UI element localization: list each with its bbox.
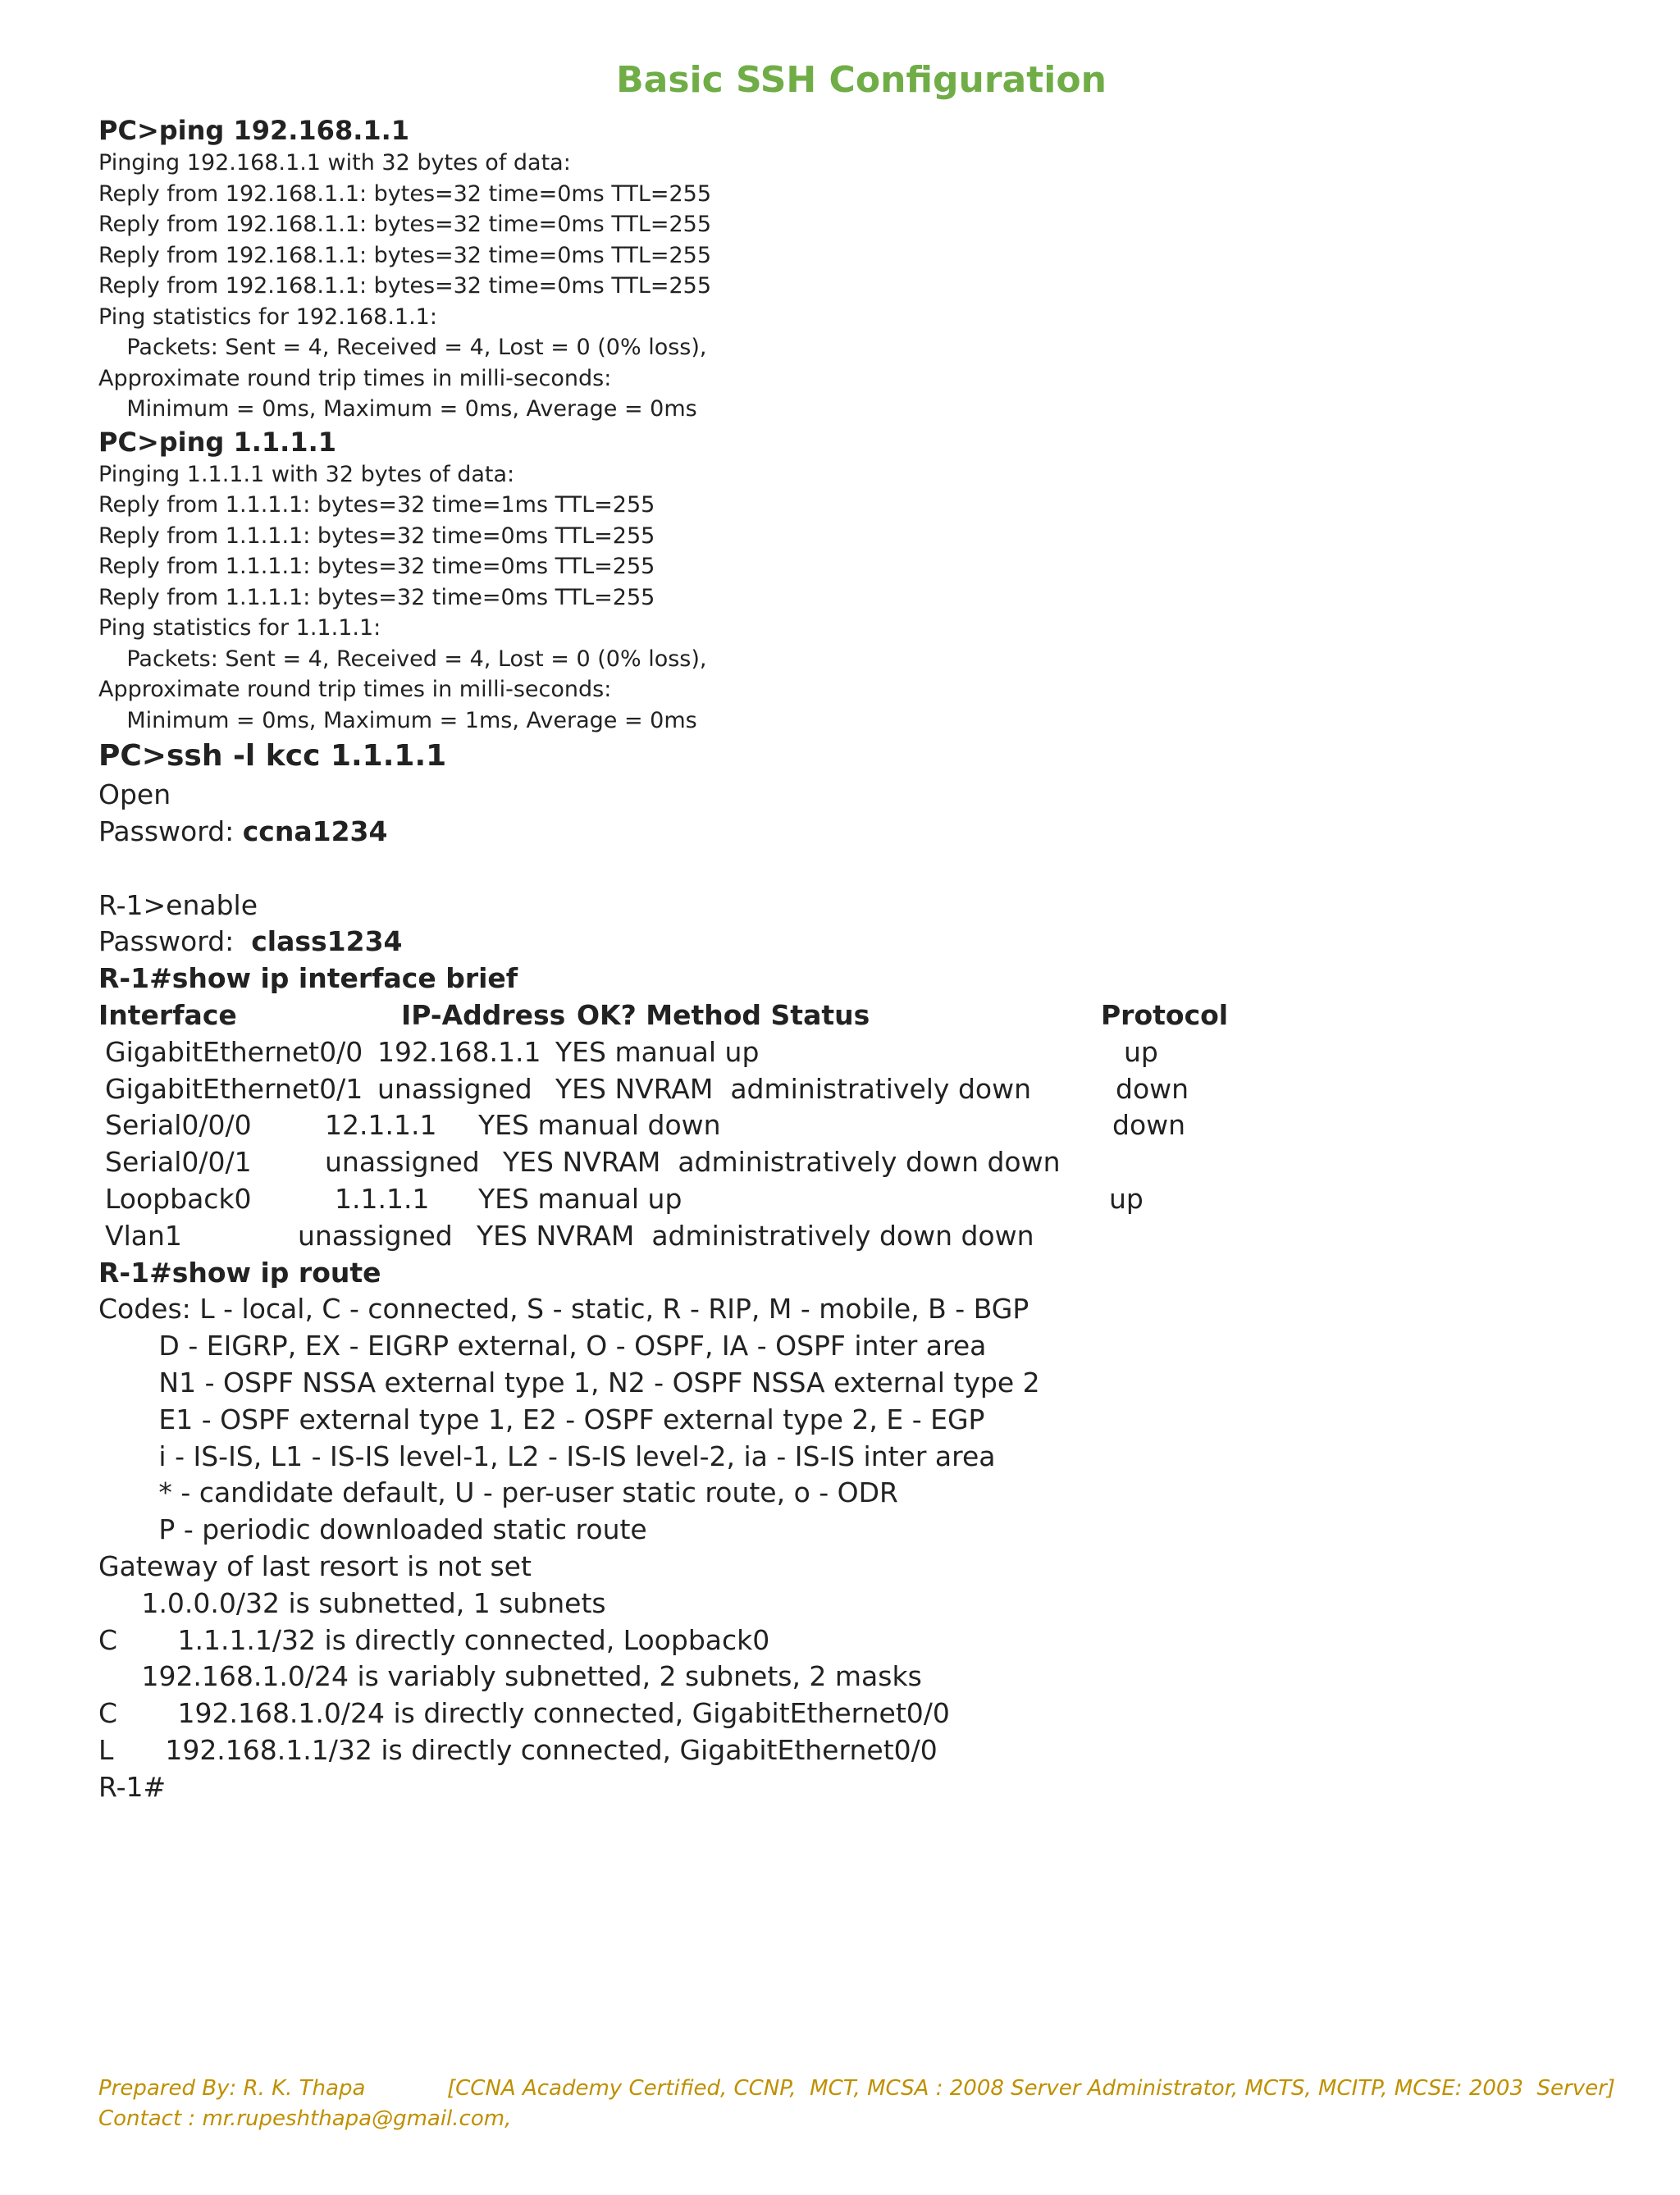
route-output-line: 192.168.1.0/24 is variably subnetted, 2 subnets, 2 masks	[98, 1660, 922, 1693]
cell-interface: GigabitEthernet0/1	[105, 1072, 363, 1105]
ping1-output-line: Packets: Sent = 4, Received = 4, Lost = 0 (0% loss),	[98, 335, 707, 360]
cell-status: YES manual down	[478, 1109, 721, 1142]
route-command: R-1#show ip route	[98, 1256, 381, 1289]
ping1-output-line: Minimum = 0ms, Maximum = 0ms, Average = 0ms	[98, 396, 697, 422]
cell-status: YES manual up	[478, 1182, 682, 1215]
ping2-output-line: Reply from 1.1.1.1: bytes=32 time=0ms TTL=255	[98, 554, 655, 579]
cell-status: YES NVRAM administratively down	[555, 1072, 1031, 1105]
spacer	[98, 851, 1641, 888]
ping2-output-line: Ping statistics for 1.1.1.1:	[98, 615, 381, 641]
cell-ip: unassigned	[325, 1146, 480, 1179]
footer-line-2	[98, 2104, 1657, 2134]
cell-ip: 192.168.1.1	[377, 1035, 541, 1068]
cell-ip: 1.1.1.1	[335, 1182, 430, 1215]
ssh-open-text: Open	[98, 778, 171, 810]
cell-interface: Vlan1	[105, 1219, 182, 1252]
route-prompt: R-1#	[98, 1770, 167, 1803]
ssh-password-label: Password:	[98, 815, 243, 847]
footer-prepared-by: Prepared By: R. K. Thapa	[98, 2076, 366, 2101]
ping1-output-line: Reply from 192.168.1.1: bytes=32 time=0ms TTL=255	[98, 273, 712, 299]
content	[98, 113, 1641, 1806]
ssh-command: PC>ssh -l kcc 1.1.1.1	[98, 739, 447, 773]
ping2-output-line: Pinging 1.1.1.1 with 32 bytes of data:	[98, 461, 515, 487]
page-footer	[98, 2074, 1657, 2134]
cell-ip: unassigned	[377, 1072, 532, 1105]
ssh-password-line	[98, 814, 1641, 851]
page-title: Basic SSH Configuration	[616, 59, 1107, 101]
footer-line-1	[98, 2074, 1657, 2104]
cell-status: YES NVRAM administratively down down	[503, 1146, 1061, 1179]
ping2-output-line: Reply from 1.1.1.1: bytes=32 time=0ms TTL=255	[98, 584, 655, 610]
ping1-output-line: Approximate round trip times in milli-seconds:	[98, 365, 612, 391]
route-output-line: E1 - OSPF external type 1, E2 - OSPF external type 2, E - EGP	[98, 1403, 985, 1435]
table-row	[98, 1181, 1641, 1218]
route-output-line: D - EIGRP, EX - EIGRP external, O - OSPF, IA - OSPF inter area	[98, 1330, 987, 1362]
cell-ip: unassigned	[298, 1219, 453, 1252]
brief-command: R-1#show ip interface brief	[98, 962, 518, 995]
ssh-password-value: ccna1234	[242, 815, 388, 847]
ping1-output-line: Reply from 192.168.1.1: bytes=32 time=0ms TTL=255	[98, 242, 712, 268]
cell-status: YES manual up	[555, 1035, 760, 1068]
header-ok-method-status: OK? Method Status	[577, 998, 870, 1031]
ping2-command: PC>ping 1.1.1.1	[98, 426, 336, 458]
route-output-line: C 192.168.1.0/24 is directly connected, GigabitEthernet0/0	[98, 1697, 950, 1730]
table-row	[98, 1218, 1641, 1255]
cell-status: YES NVRAM administratively down down	[477, 1219, 1034, 1252]
cell-protocol: up	[1109, 1182, 1144, 1215]
route-output-line: Codes: L - local, C - connected, S - static, R - RIP, M - mobile, B - BGP	[98, 1293, 1029, 1326]
ping1-command: PC>ping 192.168.1.1	[98, 115, 410, 146]
brief-header-row	[98, 997, 1641, 1034]
cell-ip: 12.1.1.1	[325, 1109, 437, 1142]
ping2-output-line: Minimum = 0ms, Maximum = 1ms, Average = 0ms	[98, 707, 697, 733]
footer-credentials: [CCNA Academy Certified, CCNP, MCT, MCSA : 2008 Server Administrator, MCTS, MCITP, MCSE: 2003 Server]	[447, 2076, 1615, 2101]
ping1-output-line: Reply from 192.168.1.1: bytes=32 time=0ms TTL=255	[98, 180, 712, 207]
enable-command: R-1>enable	[98, 888, 258, 921]
cell-protocol: down	[1116, 1072, 1189, 1105]
cell-protocol: up	[1124, 1035, 1158, 1068]
route-output-line: Gateway of last resort is not set	[98, 1549, 532, 1582]
table-row	[98, 1071, 1641, 1108]
route-output-line: 1.0.0.0/32 is subnetted, 1 subnets	[98, 1586, 606, 1619]
route-output-line: P - periodic downloaded static route	[98, 1513, 647, 1546]
route-output-line: N1 - OSPF NSSA external type 1, N2 - OSPF NSSA external type 2	[98, 1366, 1040, 1399]
ping2-output-line: Reply from 1.1.1.1: bytes=32 time=1ms TTL=255	[98, 492, 655, 518]
ping1-output-line: Reply from 192.168.1.1: bytes=32 time=0ms TTL=255	[98, 212, 712, 237]
cell-protocol: down	[1112, 1109, 1186, 1142]
route-output-line: C 1.1.1.1/32 is directly connected, Loopback0	[98, 1623, 770, 1656]
header-protocol: Protocol	[1101, 998, 1229, 1031]
route-output-line: i - IS-IS, L1 - IS-IS level-1, L2 - IS-IS level-2, ia - IS-IS inter area	[98, 1440, 996, 1472]
enable-password-value: class1234	[251, 925, 403, 958]
ping2-output-line: Packets: Sent = 4, Received = 4, Lost = 0 (0% loss),	[98, 646, 707, 672]
route-output-line: * - candidate default, U - per-user static route, o - ODR	[98, 1476, 898, 1509]
enable-password-line	[98, 924, 1641, 961]
ping1-output-line: Pinging 192.168.1.1 with 32 bytes of data:	[98, 150, 571, 176]
ping1-output-line: Ping statistics for 192.168.1.1:	[98, 303, 437, 330]
header-interface: Interface	[98, 998, 237, 1031]
cell-interface: Serial0/0/0	[105, 1109, 252, 1142]
cell-interface: Loopback0	[105, 1182, 252, 1215]
cell-interface: Serial0/0/1	[105, 1146, 252, 1179]
route-output-line: L 192.168.1.1/32 is directly connected, GigabitEthernet0/0	[98, 1733, 938, 1766]
footer-contact: Contact : mr.rupeshthapa@gmail.com,	[98, 2106, 512, 2131]
enable-password-label: Password:	[98, 925, 252, 958]
header-ip: IP-Address	[401, 998, 566, 1031]
table-row	[98, 1107, 1641, 1144]
ping2-output-line: Reply from 1.1.1.1: bytes=32 time=0ms TTL=255	[98, 523, 655, 549]
cell-interface: GigabitEthernet0/0	[105, 1035, 363, 1068]
table-row	[98, 1144, 1641, 1181]
ping2-output-line: Approximate round trip times in milli-seconds:	[98, 677, 612, 702]
table-row	[98, 1034, 1641, 1071]
